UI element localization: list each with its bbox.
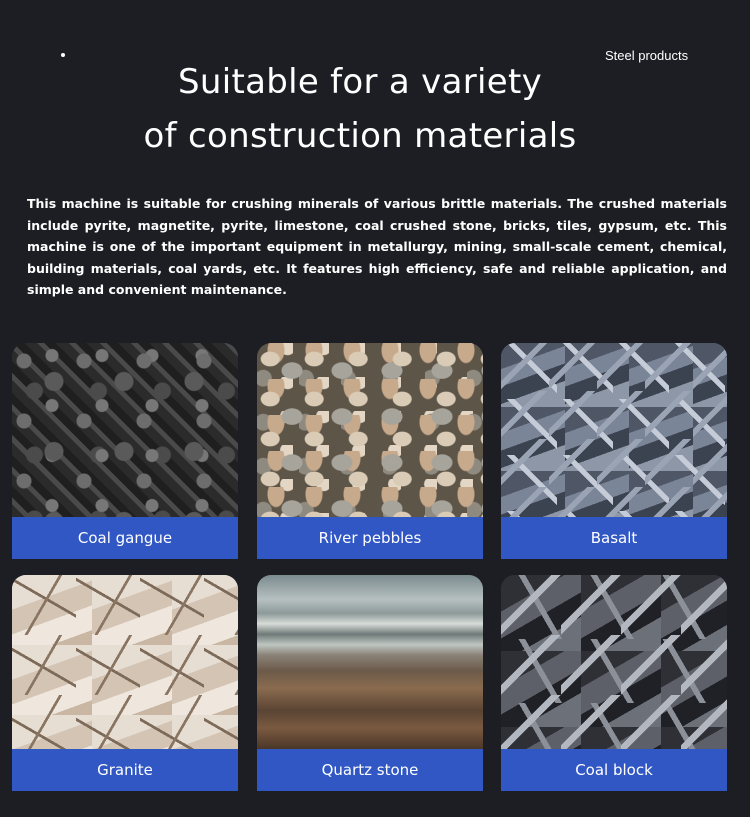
material-card-basalt <box>501 343 727 559</box>
corner-label: Steel products <box>605 48 689 63</box>
page-title <box>0 55 720 163</box>
material-card-quartz-stone <box>257 575 483 791</box>
coal-block-image <box>501 575 727 749</box>
quartz-stone-image <box>257 575 483 749</box>
material-caption: Basalt <box>501 517 727 559</box>
coal-gangue-image <box>12 343 238 517</box>
material-caption: Coal block <box>501 749 727 791</box>
river-pebbles-image <box>257 343 483 517</box>
description-paragraph: This machine is suitable for crushing minerals of various brittle materials. The crushed materials include pyrite, magnetite, pyrite, limestone, coal crushed stone, bricks, tiles, gypsum, etc. This machine is one of the important equipment in metallurgy, mining, small-scale cement, chemical, building materials, coal yards, etc. It features high efficiency, safe and reliable application, and simple and convenient maintenance. <box>27 196 727 297</box>
material-caption: Granite <box>12 749 238 791</box>
material-card-coal-block <box>501 575 727 791</box>
material-card-granite <box>12 575 238 791</box>
granite-image <box>12 575 238 749</box>
material-caption: River pebbles <box>257 517 483 559</box>
material-caption: Coal gangue <box>12 517 238 559</box>
basalt-image <box>501 343 727 517</box>
material-caption: Quartz stone <box>257 749 483 791</box>
title-line-2: of construction materials <box>143 116 577 156</box>
material-card-coal-gangue <box>12 343 238 559</box>
material-card-river-pebbles <box>257 343 483 559</box>
title-line-1: Suitable for a variety <box>177 62 543 102</box>
